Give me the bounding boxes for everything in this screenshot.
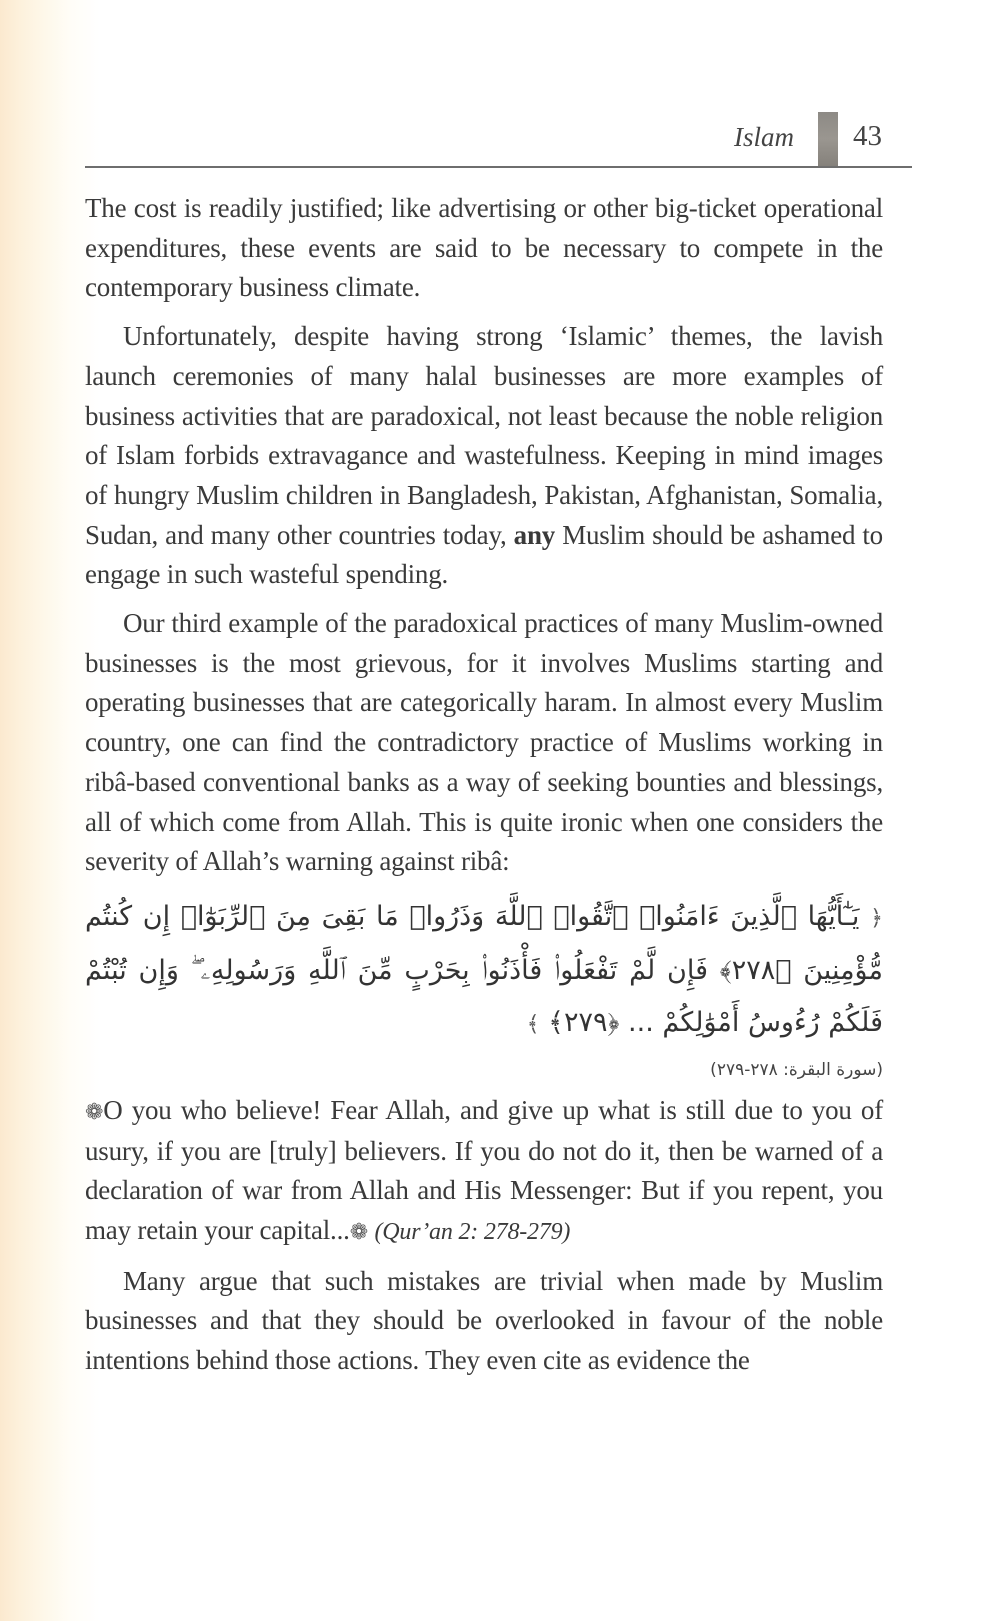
paragraph-final: Many argue that such mistakes are trivial when made by Muslim businesses and that they should be overlooked in favour of the noble intentions behind those actions. They even cite as evidence the: [85, 1265, 883, 1376]
paragraph-1: The cost is readily justified; like advertising or other big-ticket operational expenditures, these events are said to be necessary to compete in the contemporary business climate.: [85, 193, 883, 303]
translation-close-ornament-icon: ❁: [349, 1219, 368, 1245]
paragraph-2-part-2: Muslim should be ashamed to engage in such wasteful spending.: [85, 519, 883, 590]
emphasis-any: any: [513, 519, 556, 550]
paragraph-2: [85, 317, 883, 595]
page-body: [85, 189, 883, 1390]
verse-translation: [85, 1091, 883, 1253]
paragraph-2-part-1: Unfortunately, despite having strong ‘Islamic’ themes, the lavish launch ceremonies of many halal businesses are more examples of business activities that are paradoxical, not least because the noble religion of Islam forbids extravagance and wastefulness. Keeping in mind images of hungry Muslim children in Bangladesh, Pakistan, Afghanistan, Somalia, Sudan, and many other countries today,: [85, 321, 883, 550]
arabic-surah-reference: (سورة البقرة: ٢٧٨-٢٧٩): [710, 1059, 883, 1080]
running-header: [85, 112, 912, 166]
translation-open-ornament-icon: ❁: [85, 1098, 104, 1124]
paragraph-3: Our third example of the paradoxical practices of many Muslim-owned businesses is the most grievous, for it involves Muslims starting and operating businesses that are categorically haram. In almost every Muslim country, one can find the contradictory practice of Muslims working in ribâ-based conventional banks as a way of seeking bounties and blessings, all of which come from Allah. This is quite ironic when one considers the severity of Allah’s warning against ribâ:: [85, 608, 883, 877]
header-bar-ornament: [818, 112, 838, 166]
arabic-line-2: تَفْعَلُوا۟ فَأْذَنُوا۟ بِحَرْبٍ مِّنَ ٱللَّهِ وَرَسُولِهِۦ ۖ وَإِن تُبْتُمْ فَلَكُمْ رُءُوسُ أَمْوَٰلِكُمْ ... ﴿٢٧٩﴾: [85, 954, 883, 1038]
translation-text: O you who believe! Fear Allah, and give up what is still due to you of usury, if you are [truly] believers. If you do not do it, then be warned of a declaration of war from Allah and His Messenger: But if you repent, you may retain your capital...: [85, 1094, 883, 1246]
quran-citation: (Qur’an 2: 278-279): [374, 1219, 571, 1246]
page-number: 43: [853, 120, 882, 152]
verse-close-ornament-icon: ﴾: [526, 1011, 540, 1037]
arabic-line-1: يَـٰٓأَيُّهَا ٱلَّذِينَ ءَامَنُوا۟ ٱتَّقُوا۟ ٱللَّهَ وَذَرُوا۟ مَا بَقِىَ مِنَ ٱلرِّبَوٰٓا۟ إِن كُنتُم مُّؤْمِنِينَ ﴿٢٧٨﴾ فَإِن لَّمْ: [85, 900, 883, 986]
running-title: Islam: [734, 122, 794, 152]
quran-verse-arabic: [85, 891, 883, 1051]
header-rule: [85, 166, 912, 168]
verse-open-ornament-icon: ﴿: [870, 905, 883, 931]
